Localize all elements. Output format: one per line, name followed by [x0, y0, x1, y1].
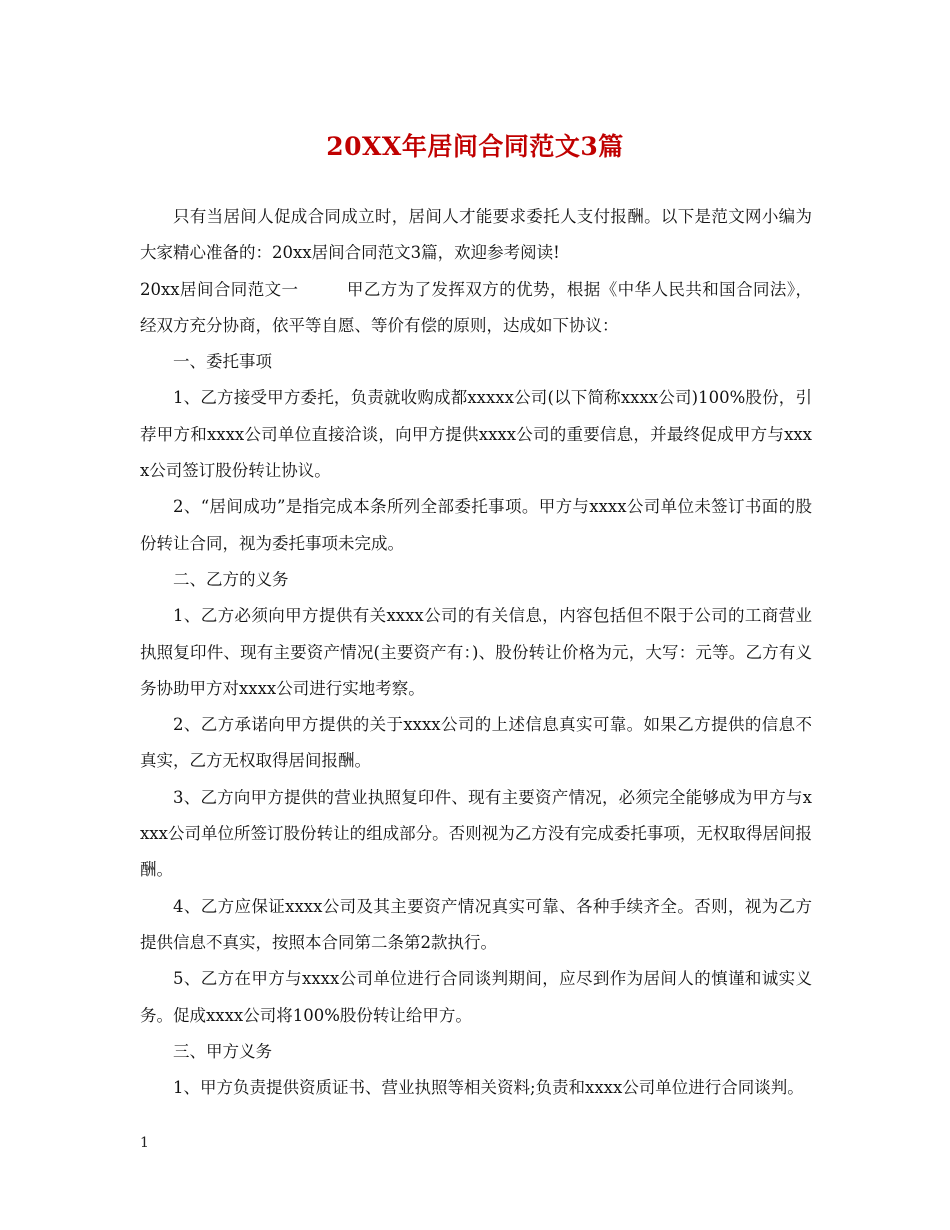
document-body — [140, 199, 812, 1106]
document-title: 20XX年居间合同范文3篇 — [326, 132, 624, 161]
clause-2-3: 3、乙方向甲方提供的营业执照复印件、现有主要资产情况，必须完全能够成为甲方与xxxx公司单位所签订股份转让的组成部分。否则视为乙方没有完成委托事项，无权取得居间报酬。 — [140, 787, 812, 880]
clause-2-5: 5、乙方在甲方与xxxx公司单位进行合同谈判期间，应尽到作为居间人的慎谨和诚实义务。促成xxxx公司将100%股份转让给甲方。 — [140, 969, 812, 1025]
section-one-label: 20xx居间合同范文一 — [140, 279, 299, 299]
clause-2-4: 4、乙方应保证xxxx公司及其主要资产情况真实可靠、各种手续齐全。否则，视为乙方提供信息不真实，按照本合同第二条第2款执行。 — [140, 896, 812, 952]
clause-3-1: 1、甲方负责提供资质证书、营业执照等相关资料;负责和xxxx公司单位进行合同谈判。 — [173, 1078, 804, 1098]
heading-entrust-items: 一、委托事项 — [173, 352, 272, 372]
page-number: 1 — [140, 1135, 149, 1151]
heading-party-a-obligations: 三、甲方义务 — [173, 1041, 272, 1061]
clause-2-2: 2、乙方承诺向甲方提供的关于xxxx公司的上述信息真实可靠。如果乙方提供的信息不真实，乙方无权取得居间报酬。 — [140, 715, 812, 771]
intro-paragraph: 只有当居间人促成合同成立时，居间人才能要求委托人支付报酬。以下是范文网小编为大家精心准备的：20xx居间合同范文3篇，欢迎参考阅读! — [140, 207, 812, 263]
clause-1-2: 2、“居间成功”是指完成本条所列全部委托事项。甲方与xxxx公司单位未签订书面的股份转让合同，视为委托事项未完成。 — [140, 497, 812, 553]
section-one-text: 甲乙方为了发挥双方的优势，根据《中华人民共和国合同法》，经双方充分协商，依平等自愿、等价有偿的原则，达成如下协议： — [140, 279, 813, 335]
clause-1-1: 1、乙方接受甲方委托，负责就收购成都xxxxx公司(以下简称xxxx公司)100%股份，引荐甲方和xxxx公司单位直接洽谈，向甲方提供xxxx公司的重要信息，并最终促成甲方与xxxx公司签订股份转让协议。 — [140, 388, 812, 481]
section-one-paragraph — [140, 272, 812, 345]
clause-2-1: 1、乙方必须向甲方提供有关xxxx公司的有关信息，内容包括但不限于公司的工商营业执照复印件、现有主要资产情况(主要资产有：)、股份转让价格为元，大写：元等。乙方有义务协助甲方对xxxx公司进行实地考察。 — [140, 606, 812, 698]
heading-party-b-obligations: 二、乙方的义务 — [173, 569, 289, 589]
